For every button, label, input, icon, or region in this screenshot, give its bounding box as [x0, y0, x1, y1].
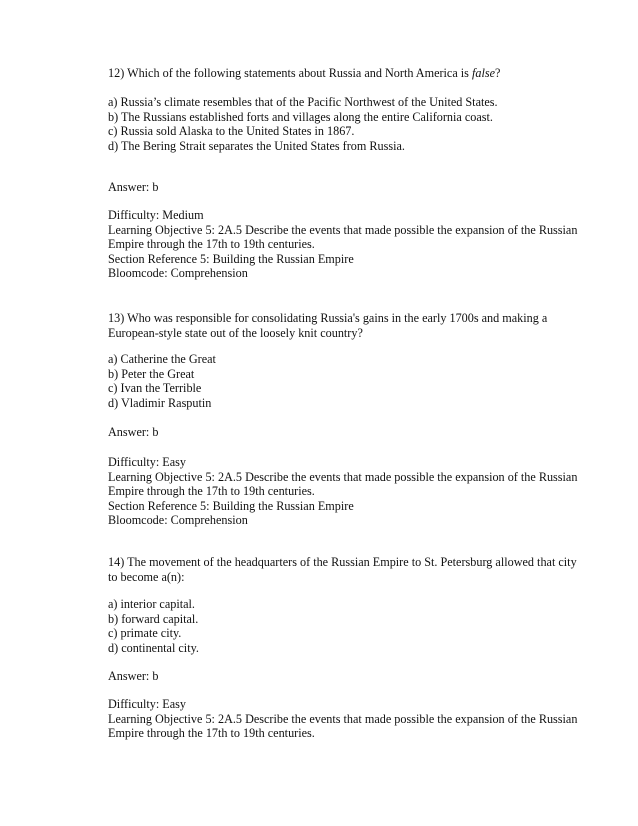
learning-objective-line: Empire through the 17th to 19th centuries. — [108, 726, 315, 741]
answer — [108, 425, 598, 440]
question-14-metadata — [108, 697, 598, 741]
question-13-metadata — [108, 455, 598, 528]
difficulty: Difficulty: Easy — [108, 697, 186, 711]
answer-text: Answer: b — [108, 425, 159, 439]
option: d) Vladimir Rasputin — [108, 395, 212, 410]
question-13-prompt — [108, 311, 598, 340]
question-14-options — [108, 597, 598, 655]
answer — [108, 669, 598, 684]
answer — [108, 180, 598, 195]
prompt-text: 12) Which of the following statements about Russia and North America is — [108, 66, 472, 80]
difficulty: Difficulty: Medium — [108, 208, 204, 222]
answer-text: Answer: b — [108, 180, 159, 194]
option: d) continental city. — [108, 640, 199, 655]
difficulty: Difficulty: Easy — [108, 455, 186, 469]
learning-objective-line: Empire through the 17th to 19th centuries. — [108, 237, 315, 252]
option: b) Peter the Great — [108, 366, 195, 381]
answer-text: Answer: b — [108, 669, 159, 683]
option: c) Ivan the Terrible — [108, 381, 202, 396]
learning-objective-line: Learning Objective 5: 2A.5 Describe the events that made possible the expansion of the Russian — [108, 711, 578, 726]
prompt-line: European-style state out of the loosely knit country? — [108, 325, 363, 340]
option: c) primate city. — [108, 626, 182, 641]
prompt-text-end: ? — [495, 66, 501, 80]
learning-objective-line: Empire through the 17th to 19th centuries. — [108, 484, 315, 499]
section-reference: Section Reference 5: Building the Russian Empire — [108, 251, 354, 266]
prompt-line: to become a(n): — [108, 569, 185, 584]
question-12-prompt — [108, 66, 598, 81]
option: c) Russia sold Alaska to the United States in 1867. — [108, 124, 355, 139]
question-13-options — [108, 352, 598, 410]
option: a) Catherine the Great — [108, 352, 216, 366]
question-14-prompt — [108, 555, 598, 584]
option: d) The Bering Strait separates the United States from Russia. — [108, 138, 405, 153]
bloomcode: Bloomcode: Comprehension — [108, 513, 248, 528]
prompt-line: 13) Who was responsible for consolidating Russia's gains in the early 1700s and making a — [108, 311, 548, 325]
option: b) forward capital. — [108, 611, 199, 626]
section-reference: Section Reference 5: Building the Russian Empire — [108, 498, 354, 513]
question-12-metadata — [108, 208, 598, 281]
question-12-options — [108, 95, 598, 153]
prompt-emphasis: false — [471, 66, 496, 80]
learning-objective-line: Learning Objective 5: 2A.5 Describe the events that made possible the expansion of the Russian — [108, 469, 578, 484]
option: b) The Russians established forts and villages along the entire California coast. — [108, 109, 493, 124]
prompt-line: 14) The movement of the headquarters of the Russian Empire to St. Petersburg allowed that city — [108, 555, 577, 569]
bloomcode: Bloomcode: Comprehension — [108, 266, 248, 281]
option: a) Russia’s climate resembles that of the Pacific Northwest of the United States. — [108, 95, 498, 109]
learning-objective-line: Learning Objective 5: 2A.5 Describe the events that made possible the expansion of the Russian — [108, 222, 578, 237]
option: a) interior capital. — [108, 597, 195, 611]
